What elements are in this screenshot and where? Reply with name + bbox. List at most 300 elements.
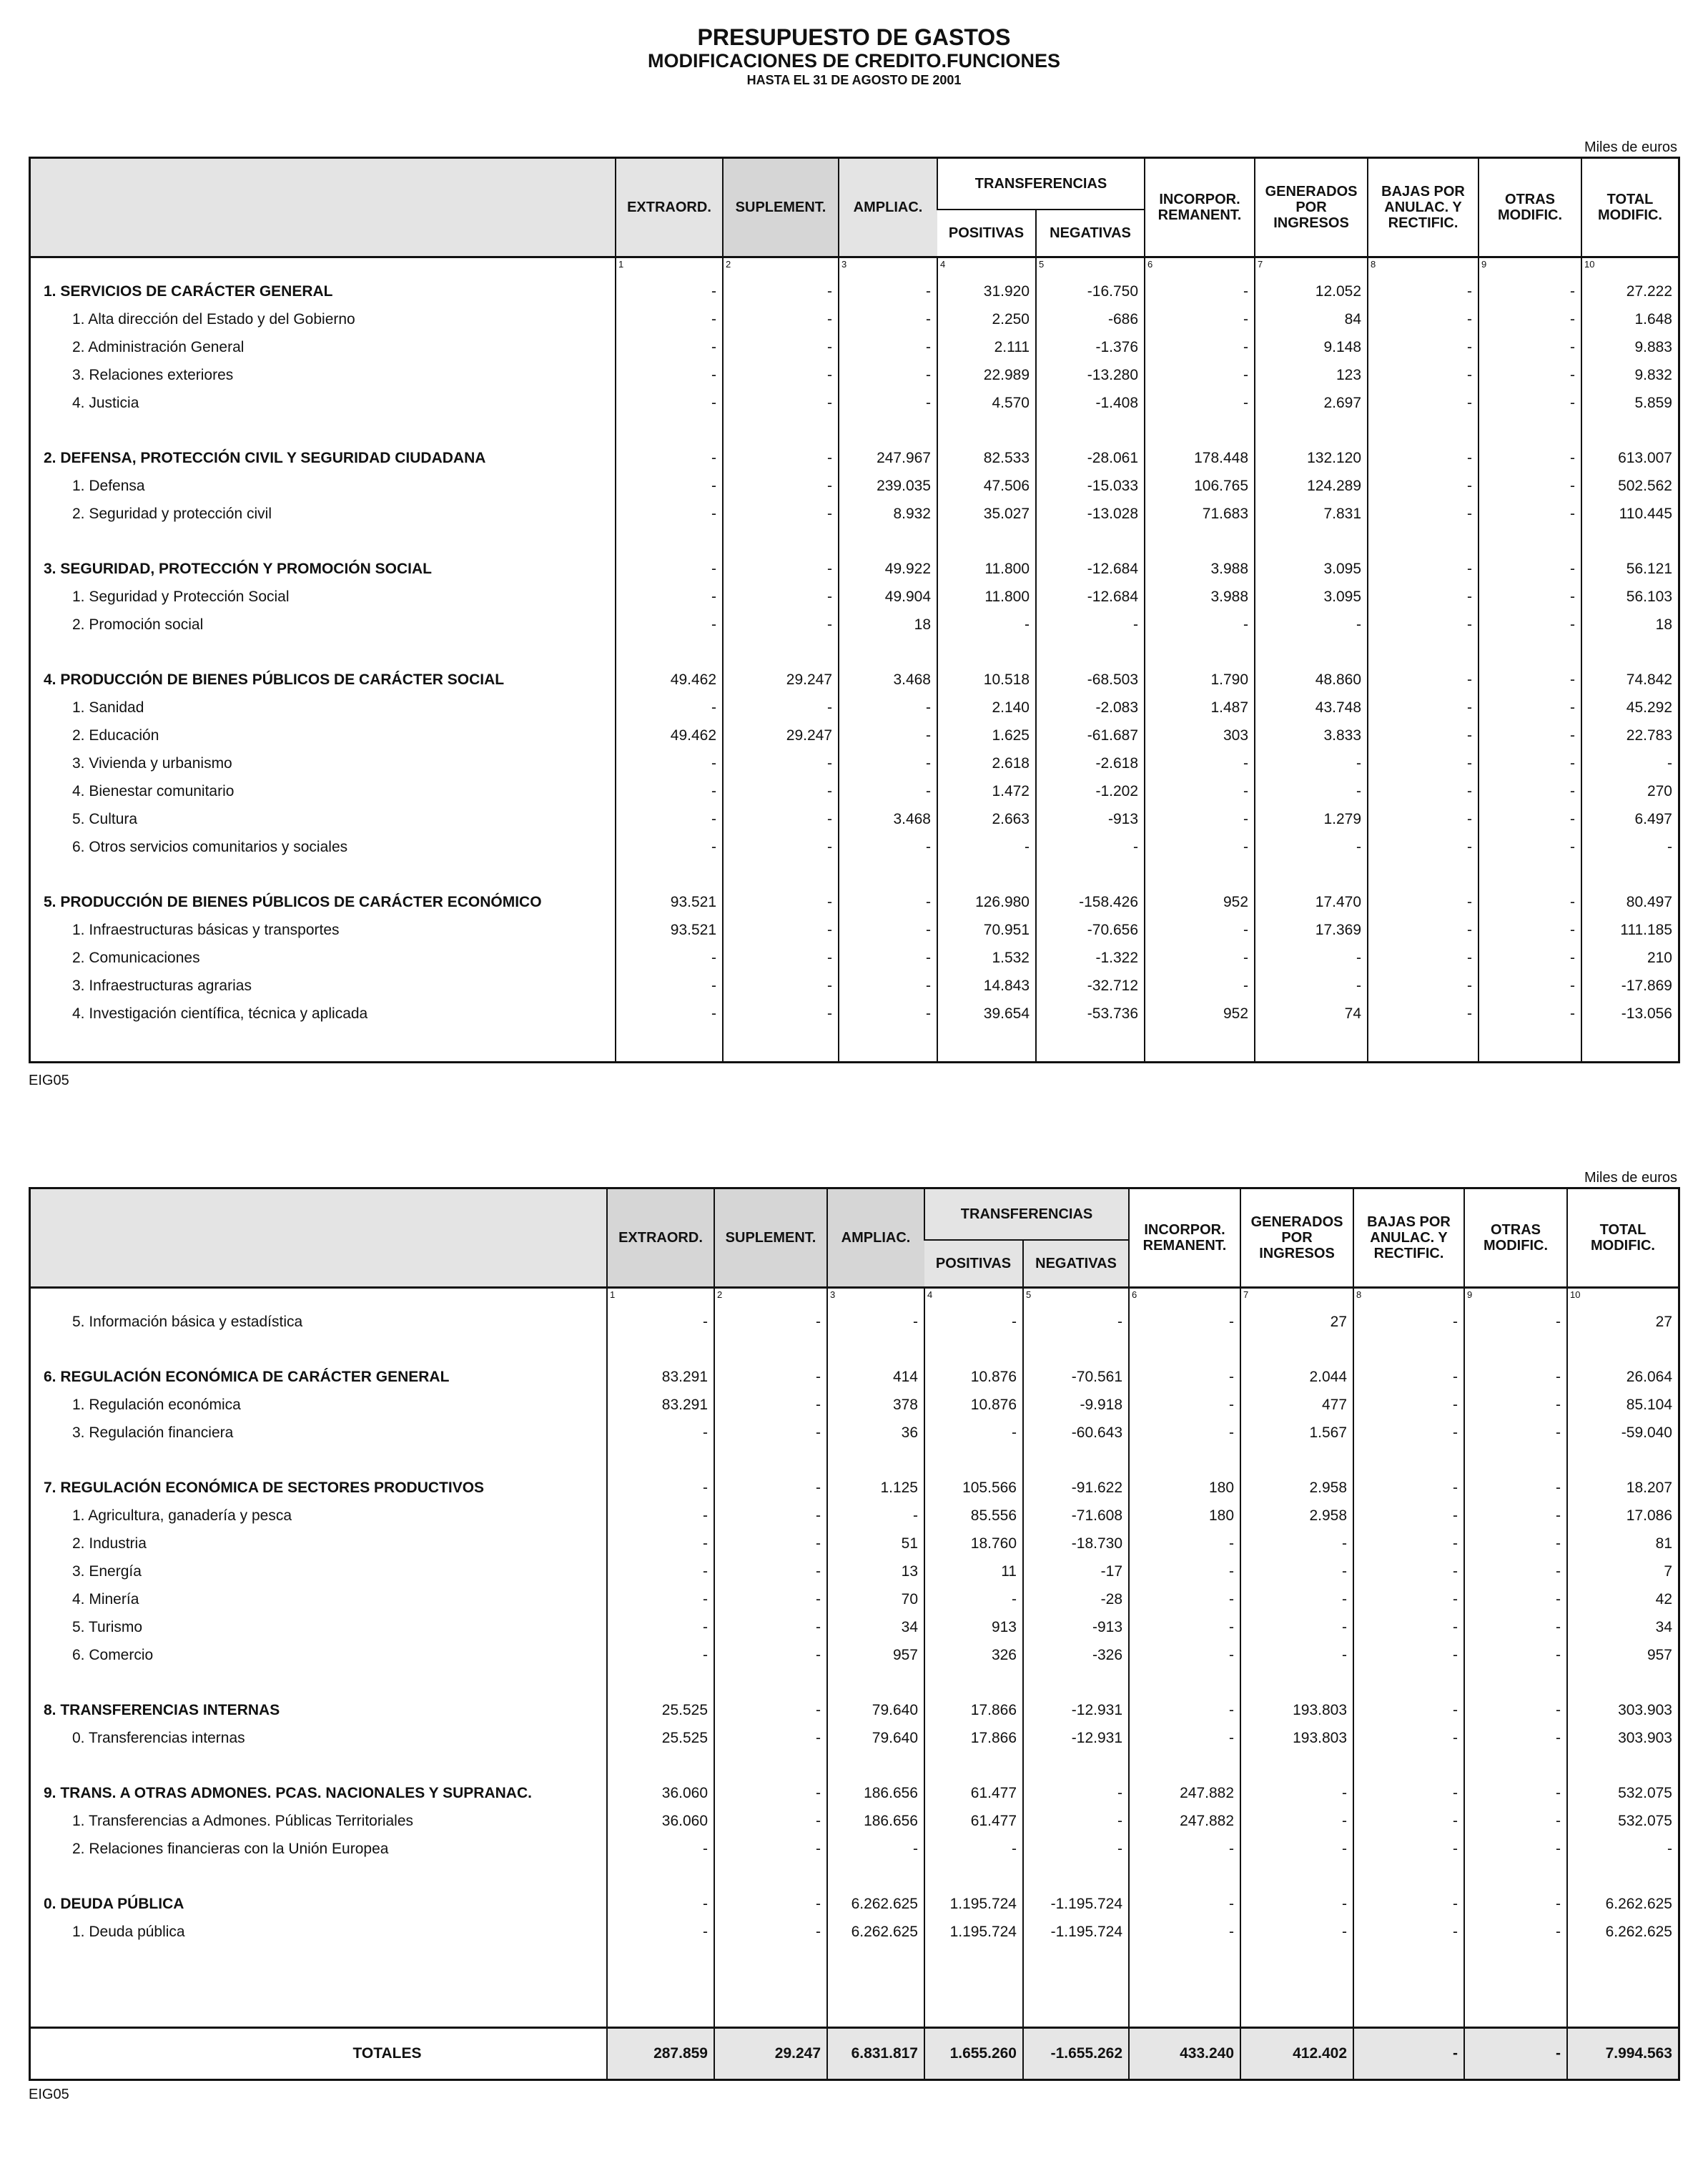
value-cell: -: [616, 272, 723, 300]
value-cell: 42: [1567, 1580, 1678, 1608]
value-cell: -: [1353, 1386, 1464, 1414]
value-cell: -17: [1023, 1552, 1129, 1580]
value-cell: 2.618: [937, 744, 1036, 772]
value-cell: -: [1145, 300, 1255, 328]
value-cell: -91.622: [1023, 1469, 1129, 1497]
row-label: 2. Seguridad y protección civil: [72, 506, 272, 522]
value-cell: -12.684: [1036, 550, 1145, 578]
spacer-cell: [1129, 1858, 1240, 1885]
spacer-cell: [31, 1442, 607, 1469]
value-cell: -: [839, 995, 937, 1023]
value-cell: -13.056: [1581, 995, 1678, 1023]
value-cell: -13.028: [1036, 495, 1145, 523]
value-cell: 83.291: [607, 1386, 714, 1414]
value-cell: -70.561: [1023, 1358, 1129, 1386]
value-cell: 378: [827, 1386, 924, 1414]
value-cell: 85.104: [1567, 1386, 1678, 1414]
spacer-cell: [1240, 1664, 1353, 1691]
spacer-cell: [827, 1442, 924, 1469]
table-row: [31, 1414, 1678, 1442]
value-cell: -: [1368, 606, 1479, 634]
row-label: 1. Defensa: [72, 478, 145, 494]
row-label: 8. TRANSFERENCIAS INTERNAS: [44, 1702, 280, 1718]
value-cell: -: [723, 606, 839, 634]
value-cell: -: [1255, 939, 1368, 967]
value-cell: 124.289: [1255, 467, 1368, 495]
value-cell: -: [1023, 1303, 1129, 1331]
table-row: [31, 1830, 1678, 1858]
table-row: [31, 300, 1678, 328]
row-label: 1. Seguridad y Protección Social: [72, 589, 290, 605]
table-section-1: [29, 139, 1680, 1063]
value-cell: -: [839, 689, 937, 717]
value-cell: 29.247: [723, 661, 839, 689]
report-code: EIG05: [29, 1073, 69, 1088]
value-cell: -: [1129, 1830, 1240, 1858]
spacer-cell: [827, 1664, 924, 1691]
value-cell: -28.061: [1036, 439, 1145, 467]
value-cell: -: [1368, 384, 1479, 412]
value-cell: -: [723, 939, 839, 967]
row-label: 3. Infraestructuras agrarias: [72, 978, 252, 994]
spacer-cell: [1036, 412, 1145, 439]
value-cell: -: [1368, 967, 1479, 995]
row-label: 1. SERVICIOS DE CARÁCTER GENERAL: [44, 283, 333, 300]
value-cell: -: [714, 1414, 827, 1442]
units-label: Miles de euros: [1584, 139, 1677, 155]
value-cell: 61.477: [924, 1774, 1023, 1802]
row-label: 1. Deuda pública: [72, 1924, 185, 1940]
value-cell: 3.988: [1145, 578, 1255, 606]
spacer-cell: [31, 412, 616, 439]
value-cell: 9.883: [1581, 328, 1678, 356]
value-cell: 326: [924, 1636, 1023, 1664]
value-cell: -: [1479, 272, 1581, 300]
value-cell: 2.697: [1255, 384, 1368, 412]
value-cell: -: [827, 1497, 924, 1525]
value-cell: -18.730: [1023, 1525, 1129, 1552]
value-cell: -1.408: [1036, 384, 1145, 412]
table-row: [31, 800, 1678, 828]
spacer-cell: [1036, 523, 1145, 550]
column-number-spacer: [31, 1288, 607, 1304]
spacer-cell: [714, 1664, 827, 1691]
filler-cell: [1023, 1941, 1129, 2028]
value-cell: 47.506: [937, 467, 1036, 495]
row-label: 1. Agricultura, ganadería y pesca: [72, 1507, 292, 1524]
column-number: 2: [723, 257, 839, 273]
value-cell: 414: [827, 1358, 924, 1386]
value-cell: -: [607, 1580, 714, 1608]
value-cell: -: [1581, 828, 1678, 856]
value-cell: -: [1145, 967, 1255, 995]
row-label: 5. Turismo: [72, 1619, 143, 1635]
value-cell: -: [1129, 1719, 1240, 1747]
row-label: 1. Regulación económica: [72, 1397, 241, 1413]
value-cell: 39.654: [937, 995, 1036, 1023]
value-cell: 303.903: [1567, 1719, 1678, 1747]
row-label: 6. Comercio: [72, 1647, 154, 1663]
filler-cell: [839, 1023, 937, 1061]
table-section-2: [29, 1170, 1680, 2081]
value-cell: -: [924, 1830, 1023, 1858]
value-cell: -: [1368, 689, 1479, 717]
value-cell: -: [1129, 1303, 1240, 1331]
value-cell: 56.121: [1581, 550, 1678, 578]
value-cell: 1.472: [937, 772, 1036, 800]
value-cell: -: [616, 800, 723, 828]
header-extraord: EXTRAORD.: [607, 1189, 714, 1288]
table-row-group: [31, 1358, 1678, 1386]
value-cell: 27: [1567, 1303, 1678, 1331]
spacer-cell: [1567, 1664, 1678, 1691]
report-code: EIG05: [29, 2087, 69, 2102]
value-cell: -: [723, 911, 839, 939]
value-cell: -: [1145, 328, 1255, 356]
value-cell: -: [1479, 356, 1581, 384]
column-number: 4: [937, 257, 1036, 273]
value-cell: -: [1368, 744, 1479, 772]
spacer-cell: [1464, 1442, 1567, 1469]
filler-row: [31, 1941, 1678, 2028]
table-row: [31, 356, 1678, 384]
column-number-row: [31, 257, 1678, 273]
value-cell: -: [1353, 1580, 1464, 1608]
row-label: 5. PRODUCCIÓN DE BIENES PÚBLICOS DE CARÁCTER ECONÓMICO: [44, 894, 542, 910]
totals-value: -1.655.262: [1023, 2028, 1129, 2079]
value-cell: -: [1479, 967, 1581, 995]
value-cell: 6.262.625: [1567, 1885, 1678, 1913]
value-cell: 477: [1240, 1386, 1353, 1414]
value-cell: -: [607, 1525, 714, 1552]
value-cell: 49.462: [616, 661, 723, 689]
filler-cell: [1464, 1941, 1567, 2028]
value-cell: 952: [1145, 995, 1255, 1023]
spacer-cell: [924, 1664, 1023, 1691]
value-cell: 126.980: [937, 883, 1036, 911]
value-cell: 48.860: [1255, 661, 1368, 689]
value-cell: -: [607, 1497, 714, 1525]
row-label: 4. Minería: [72, 1591, 139, 1608]
value-cell: -: [839, 384, 937, 412]
value-cell: 22.783: [1581, 717, 1678, 744]
value-cell: -: [1368, 439, 1479, 467]
value-cell: 2.250: [937, 300, 1036, 328]
value-cell: 1.648: [1581, 300, 1678, 328]
spacer-cell: [1129, 1442, 1240, 1469]
spacer-cell: [924, 1858, 1023, 1885]
filler-cell: [1145, 1023, 1255, 1061]
value-cell: -: [1353, 1774, 1464, 1802]
value-cell: 31.920: [937, 272, 1036, 300]
value-cell: 7: [1567, 1552, 1678, 1580]
value-cell: -: [714, 1802, 827, 1830]
totals-value: -: [1464, 2028, 1567, 2079]
value-cell: -: [839, 911, 937, 939]
filler-cell: [1255, 1023, 1368, 1061]
totals-value: 6.831.817: [827, 2028, 924, 2079]
table-row: [31, 939, 1678, 967]
table-row-group: [31, 883, 1678, 911]
value-cell: -: [1023, 1802, 1129, 1830]
spacer-cell: [1023, 1442, 1129, 1469]
value-cell: -17.869: [1581, 967, 1678, 995]
value-cell: -: [1368, 550, 1479, 578]
value-cell: -32.712: [1036, 967, 1145, 995]
filler-cell: [1240, 1941, 1353, 2028]
value-cell: -: [616, 439, 723, 467]
value-cell: -: [1368, 578, 1479, 606]
value-cell: 6.262.625: [1567, 1913, 1678, 1941]
value-cell: -: [1464, 1358, 1567, 1386]
filler-cell: [1479, 1023, 1581, 1061]
row-label: 3. Energía: [72, 1563, 142, 1580]
value-cell: 79.640: [827, 1719, 924, 1747]
date-line: HASTA EL 31 DE AGOSTO DE 2001: [746, 73, 962, 87]
value-cell: -: [1255, 606, 1368, 634]
value-cell: -: [1353, 1885, 1464, 1913]
value-cell: 2.958: [1240, 1469, 1353, 1497]
value-cell: -: [714, 1386, 827, 1414]
value-cell: 3.468: [839, 800, 937, 828]
value-cell: -: [1240, 1580, 1353, 1608]
spacer-cell: [616, 412, 723, 439]
row-label: 2. Industria: [72, 1535, 147, 1552]
value-cell: -: [714, 1358, 827, 1386]
header-otras: OTRAS MODIFIC.: [1464, 1189, 1567, 1288]
value-cell: 3.095: [1255, 578, 1368, 606]
spacer-row: [31, 1442, 1678, 1469]
value-cell: 18.207: [1567, 1469, 1678, 1497]
value-cell: 6.262.625: [827, 1913, 924, 1941]
value-cell: 1.567: [1240, 1414, 1353, 1442]
spacer-cell: [714, 1858, 827, 1885]
row-label: 9. TRANS. A OTRAS ADMONES. PCAS. NACIONALES Y SUPRANAC.: [44, 1785, 532, 1801]
table-row: [31, 495, 1678, 523]
value-cell: -: [723, 744, 839, 772]
totals-value: 1.655.260: [924, 2028, 1023, 2079]
value-cell: -: [714, 1719, 827, 1747]
value-cell: -2.618: [1036, 744, 1145, 772]
table-row: [31, 1608, 1678, 1636]
value-cell: 22.989: [937, 356, 1036, 384]
spacer-cell: [1479, 412, 1581, 439]
spacer-cell: [607, 1442, 714, 1469]
totals-value: -: [1353, 2028, 1464, 2079]
value-cell: 270: [1581, 772, 1678, 800]
value-cell: 6.262.625: [827, 1885, 924, 1913]
value-cell: 5.859: [1581, 384, 1678, 412]
value-cell: -: [1353, 1414, 1464, 1442]
header-ampliac: AMPLIAC.: [827, 1189, 924, 1288]
column-number: 10: [1581, 257, 1678, 273]
row-label: 2. Relaciones financieras con la Unión Europea: [72, 1841, 389, 1857]
page-title: PRESUPUESTO DE GASTOS: [697, 24, 1011, 50]
value-cell: -: [1368, 717, 1479, 744]
column-number: 7: [1255, 257, 1368, 273]
header-extraord: EXTRAORD.: [616, 159, 723, 257]
filler-cell: [723, 1023, 839, 1061]
row-label: 4. Justicia: [72, 395, 139, 411]
column-number: 6: [1129, 1288, 1240, 1304]
value-cell: -: [723, 883, 839, 911]
column-number: 3: [839, 257, 937, 273]
value-cell: -: [616, 356, 723, 384]
value-cell: -: [723, 578, 839, 606]
table-row-group: [31, 272, 1678, 300]
spacer-cell: [937, 412, 1036, 439]
spacer-cell: [616, 634, 723, 661]
table-row: [31, 689, 1678, 717]
value-cell: -: [1353, 1719, 1464, 1747]
value-cell: -: [607, 1469, 714, 1497]
value-cell: -: [1353, 1497, 1464, 1525]
value-cell: 74: [1255, 995, 1368, 1023]
spacer-cell: [1036, 634, 1145, 661]
value-cell: -: [1129, 1525, 1240, 1552]
table-row: [31, 606, 1678, 634]
spacer-cell: [1353, 1664, 1464, 1691]
value-cell: 10.518: [937, 661, 1036, 689]
table-row: [31, 1525, 1678, 1552]
value-cell: -16.750: [1036, 272, 1145, 300]
table-row: [31, 1552, 1678, 1580]
value-cell: 1.790: [1145, 661, 1255, 689]
totals-label: TOTALES: [31, 2028, 607, 2079]
value-cell: 26.064: [1567, 1358, 1678, 1386]
value-cell: 3.468: [839, 661, 937, 689]
value-cell: -: [714, 1774, 827, 1802]
value-cell: 1.125: [827, 1469, 924, 1497]
table-row: [31, 578, 1678, 606]
spacer-cell: [1240, 1331, 1353, 1358]
value-cell: -: [1368, 828, 1479, 856]
value-cell: -913: [1036, 800, 1145, 828]
spacer-cell: [616, 523, 723, 550]
value-cell: -: [616, 328, 723, 356]
value-cell: 27: [1240, 1303, 1353, 1331]
value-cell: -: [714, 1913, 827, 1941]
filler-cell: [607, 1941, 714, 2028]
column-number: 10: [1567, 1288, 1678, 1304]
value-cell: -70.656: [1036, 911, 1145, 939]
spacer-row: [31, 634, 1678, 661]
value-cell: 17.866: [924, 1719, 1023, 1747]
spacer-cell: [1368, 523, 1479, 550]
value-cell: -: [839, 328, 937, 356]
value-cell: -: [1464, 1830, 1567, 1858]
value-cell: -913: [1023, 1608, 1129, 1636]
table-row: [31, 967, 1678, 995]
value-cell: -: [1240, 1525, 1353, 1552]
value-cell: 74.842: [1581, 661, 1678, 689]
spacer-cell: [1479, 856, 1581, 883]
spacer-cell: [827, 1747, 924, 1774]
spacer-cell: [714, 1747, 827, 1774]
value-cell: -: [1240, 1913, 1353, 1941]
value-cell: -: [1129, 1552, 1240, 1580]
value-cell: -: [616, 995, 723, 1023]
value-cell: 9.832: [1581, 356, 1678, 384]
value-cell: 11: [924, 1552, 1023, 1580]
value-cell: -: [714, 1885, 827, 1913]
column-number: 8: [1353, 1288, 1464, 1304]
value-cell: -: [1464, 1303, 1567, 1331]
spacer-cell: [827, 1858, 924, 1885]
value-cell: 43.748: [1255, 689, 1368, 717]
value-cell: 80.497: [1581, 883, 1678, 911]
column-number: 8: [1368, 257, 1479, 273]
value-cell: 45.292: [1581, 689, 1678, 717]
value-cell: -: [1129, 1636, 1240, 1664]
spacer-cell: [1464, 1858, 1567, 1885]
value-cell: -: [607, 1303, 714, 1331]
value-cell: 35.027: [937, 495, 1036, 523]
value-cell: 502.562: [1581, 467, 1678, 495]
table-row: [31, 1497, 1678, 1525]
value-cell: -: [1255, 744, 1368, 772]
value-cell: -: [839, 939, 937, 967]
value-cell: -: [1479, 883, 1581, 911]
value-cell: 1.487: [1145, 689, 1255, 717]
value-cell: 34: [827, 1608, 924, 1636]
value-cell: 9.148: [1255, 328, 1368, 356]
spacer-cell: [31, 1331, 607, 1358]
value-cell: -: [1368, 800, 1479, 828]
value-cell: 18.760: [924, 1525, 1023, 1552]
value-cell: 79.640: [827, 1691, 924, 1719]
value-cell: -: [924, 1580, 1023, 1608]
header-otras: OTRAS MODIFIC.: [1479, 159, 1581, 257]
spacer-cell: [607, 1664, 714, 1691]
value-cell: -: [1129, 1414, 1240, 1442]
value-cell: -: [1479, 689, 1581, 717]
spacer-cell: [1036, 856, 1145, 883]
filler-cell: [1353, 1941, 1464, 2028]
spacer-cell: [714, 1442, 827, 1469]
filler-cell: [31, 1023, 616, 1061]
value-cell: -: [839, 300, 937, 328]
value-cell: -: [1036, 606, 1145, 634]
row-label: 3. SEGURIDAD, PROTECCIÓN Y PROMOCIÓN SOCIAL: [44, 561, 432, 577]
value-cell: -: [1255, 967, 1368, 995]
filler-cell: [1581, 1023, 1678, 1061]
spacer-row: [31, 856, 1678, 883]
spacer-cell: [1479, 634, 1581, 661]
value-cell: -13.280: [1036, 356, 1145, 384]
value-cell: -: [1036, 828, 1145, 856]
value-cell: 957: [1567, 1636, 1678, 1664]
value-cell: -: [1479, 995, 1581, 1023]
totals-value: 433.240: [1129, 2028, 1240, 2079]
value-cell: -1.322: [1036, 939, 1145, 967]
value-cell: -: [1368, 272, 1479, 300]
filler-cell: [924, 1941, 1023, 2028]
value-cell: -: [1479, 939, 1581, 967]
spacer-cell: [839, 523, 937, 550]
value-cell: -: [616, 467, 723, 495]
value-cell: 106.765: [1145, 467, 1255, 495]
value-cell: -: [1353, 1358, 1464, 1386]
value-cell: -59.040: [1567, 1414, 1678, 1442]
value-cell: -: [616, 550, 723, 578]
header-positivas: POSITIVAS: [924, 1240, 1023, 1288]
row-label: 7. REGULACIÓN ECONÓMICA DE SECTORES PRODUCTIVOS: [44, 1480, 485, 1496]
document-titles: [0, 24, 1708, 89]
spacer-cell: [1368, 412, 1479, 439]
value-cell: -: [1145, 272, 1255, 300]
value-cell: -: [839, 828, 937, 856]
